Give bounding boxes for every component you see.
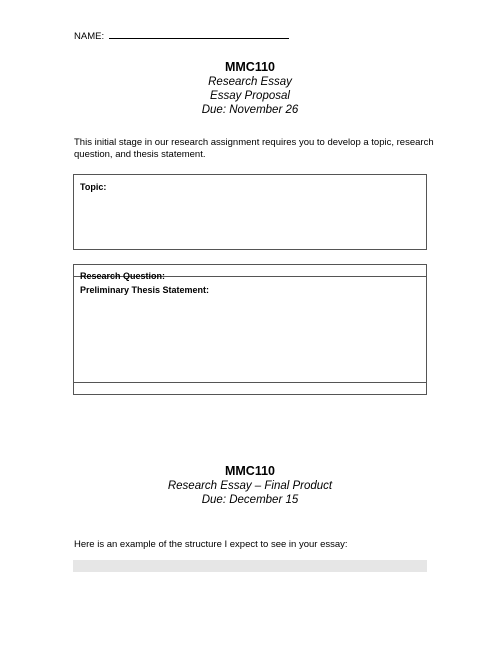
final-course-code: MMC110 [224, 464, 276, 478]
topic-label: Topic: [80, 182, 107, 192]
structure-table-header [73, 560, 427, 572]
thesis-statement-label: Preliminary Thesis Statement: [80, 285, 210, 295]
final-due-date: Due: December 15 [201, 494, 299, 506]
final-subtitle: Research Essay – Final Product [167, 480, 333, 492]
research-question-box[interactable] [73, 264, 427, 395]
proposal-subtitle-essay-proposal: Essay Proposal [210, 90, 290, 102]
proposal-due-date: Due: November 26 [201, 104, 299, 116]
final-heading [0, 464, 500, 507]
name-underline[interactable] [109, 29, 289, 39]
proposal-subtitle-research-essay: Research Essay [208, 76, 292, 88]
name-label: NAME: [74, 31, 105, 42]
proposal-heading [0, 60, 500, 117]
final-intro-text: Here is an example of the structure I expect to see in your essay: [74, 539, 348, 550]
proposal-course-code: MMC110 [224, 60, 276, 74]
research-question-label: Research Question: [80, 271, 166, 281]
topic-box[interactable] [73, 174, 427, 250]
proposal-intro-text: This initial stage in our research assignment requires you to develop a topic, research question, and thesis statement. [74, 137, 434, 160]
thesis-bottom-rule [74, 382, 426, 383]
name-field-row [74, 29, 289, 42]
